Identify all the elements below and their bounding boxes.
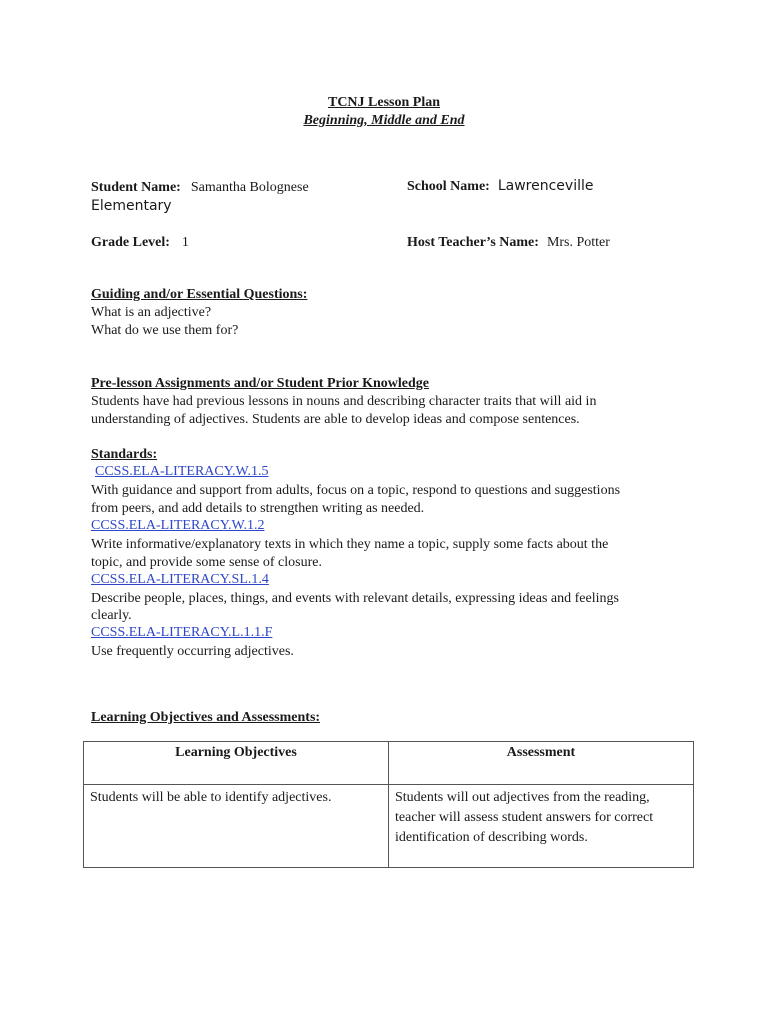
assessment-line: identification of describing words. — [395, 830, 588, 845]
standard-description-line: Write informative/explanatory texts in which they name a topic, supply some facts about the — [91, 537, 609, 552]
standard-description-line: clearly. — [91, 608, 132, 623]
standard-description-line: Describe people, places, things, and events with relevant details, expressing ideas and feelings — [91, 591, 619, 606]
table-header-row — [84, 742, 694, 785]
grade-level-value: 1 — [181, 235, 189, 250]
column-header-learning-objectives: Learning Objectives — [84, 742, 389, 785]
prelesson-text-line: Students have had previous lessons in nouns and describing character traits that will aid in — [91, 394, 597, 409]
grade-level-row — [91, 233, 189, 251]
objective-cell: Students will be able to identify adjectives. — [84, 785, 389, 868]
school-name-label: School Name: — [407, 179, 490, 194]
document-title: TCNJ Lesson Plan — [327, 95, 441, 110]
column-header-assessment: Assessment — [389, 742, 694, 785]
assessment-cell — [389, 785, 694, 868]
guiding-questions-heading: Guiding and/or Essential Questions: — [91, 287, 308, 302]
table-row — [84, 785, 694, 868]
standard-link-sl-1-4[interactable]: CCSS.ELA-LITERACY.SL.1.4 — [91, 572, 269, 587]
objectives-heading: Learning Objectives and Assessments: — [91, 710, 321, 725]
standards-heading: Standards: — [91, 447, 158, 462]
student-name-row — [91, 178, 309, 196]
guiding-question: What do we use them for? — [91, 323, 239, 338]
prelesson-text-line: understanding of adjectives. Students are able to develop ideas and compose sentences. — [91, 412, 580, 427]
standard-description-line: With guidance and support from adults, focus on a topic, respond to questions and suggestions — [91, 483, 621, 498]
standard-link-w-1-5[interactable]: CCSS.ELA-LITERACY.W.1.5 — [95, 464, 269, 479]
host-teacher-value: Mrs. Potter — [546, 235, 610, 250]
grade-level-label: Grade Level: — [91, 235, 170, 250]
standard-link-l-1-1-f[interactable]: CCSS.ELA-LITERACY.L.1.1.F — [91, 625, 273, 640]
school-name-continuation: Elementary — [91, 198, 172, 214]
standard-description-line: from peers, and add details to strengthen writing as needed. — [91, 501, 425, 516]
student-name-value: Samantha Bolognese — [190, 180, 309, 195]
document-subtitle: Beginning, Middle and End — [303, 113, 465, 128]
prelesson-heading: Pre-lesson Assignments and/or Student Prior Knowledge — [91, 376, 429, 391]
standard-link-w-1-2[interactable]: CCSS.ELA-LITERACY.W.1.2 — [91, 518, 265, 533]
guiding-question: What is an adjective? — [91, 305, 212, 320]
standard-description-line: Use frequently occurring adjectives. — [91, 644, 294, 659]
student-name-label: Student Name: — [91, 180, 181, 195]
assessment-line: teacher will assess student answers for correct — [395, 810, 654, 825]
objectives-table — [83, 741, 694, 868]
school-name-row — [407, 177, 593, 195]
standard-description-line: topic, and provide some sense of closure. — [91, 555, 322, 570]
host-teacher-label: Host Teacher’s Name: — [407, 235, 539, 250]
school-name-value: Lawrenceville — [497, 178, 594, 194]
host-teacher-row — [407, 233, 610, 251]
assessment-line: Students will out adjectives from the reading, — [395, 790, 650, 805]
